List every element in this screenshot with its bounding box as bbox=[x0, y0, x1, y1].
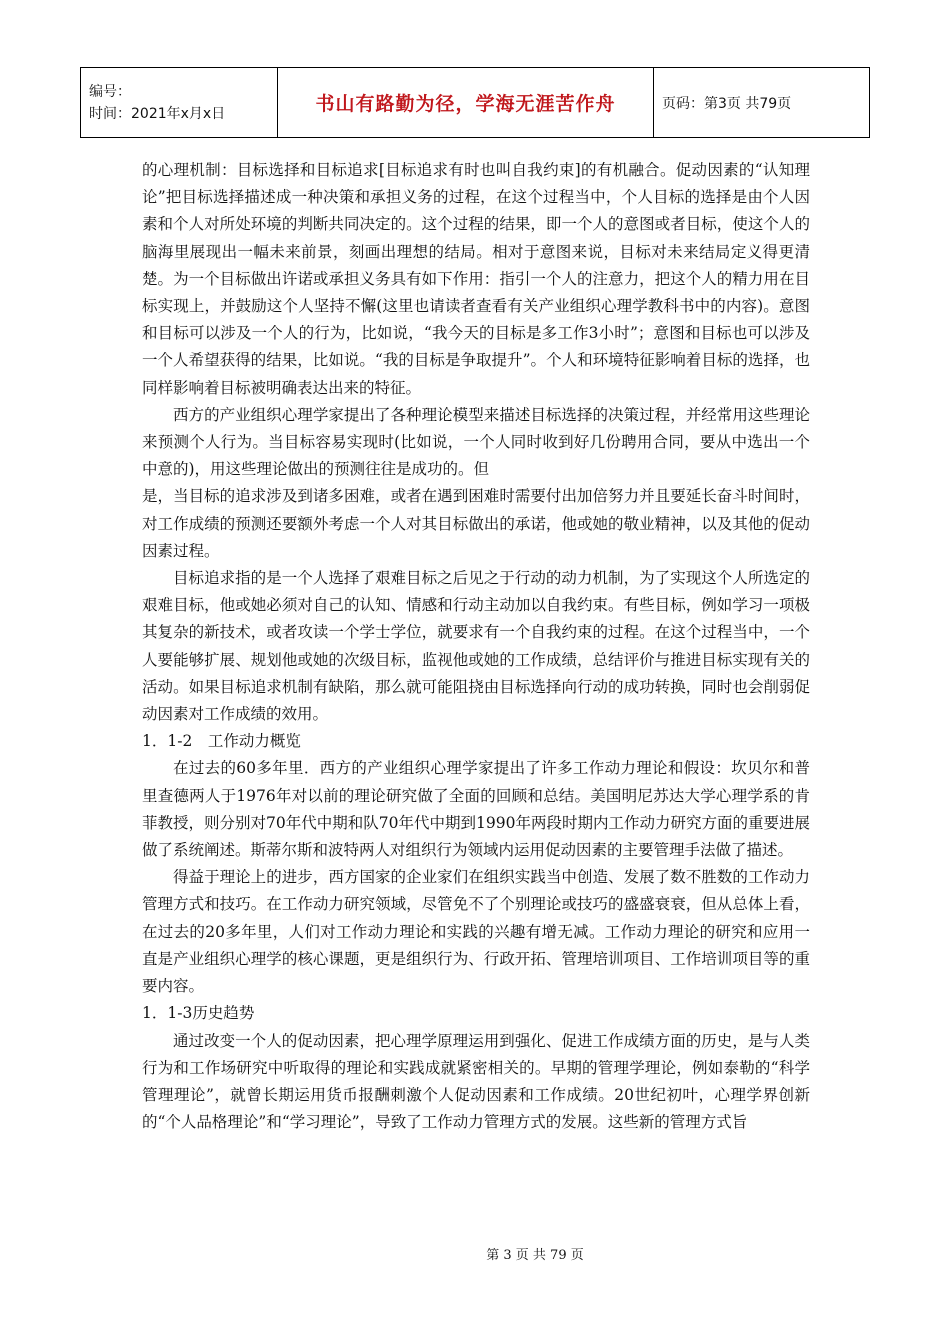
header-info-cell bbox=[81, 68, 278, 138]
paragraph: 通过改变一个人的促动因素，把心理学原理运用到强化、促进工作成绩方面的历史，是与人类行为和工作场研究中听取得的理论和实践成就紧密相关的。早期的管理学理论，例如泰勒的“科学管理理论”，就曾长期运用货币报酬刺激个人促动因素和工作成绩。20世纪初叶，心理学界创新的“个人品格理论”和“学习理论”，导致了工作动力管理方式的发展。这些新的管理方式旨 bbox=[142, 1031, 810, 1132]
header-page-number: 页码：第3页 共79页 bbox=[654, 68, 870, 138]
paragraph: 目标追求指的是一个人选择了艰难目标之后见之于行动的动力机制，为了实现这个人所选定的艰难目标，他或她必须对自己的认知、情感和行动主动加以自我约束。有些目标，例如学习一项极其复杂的新技术，或者攻读一个学士学位，就要求有一个自我约束的过程。在这个过程当中，一个人要能够扩展、规划他或她的次级目标，监视他或她的工作成绩，总结评价与推进目标实现有关的活动。如果目标追求机制有缺陷，那么就可能阻挠由目标选择向行动的成功转换，同时也会削弱促动因素对工作成绩的效用。 bbox=[142, 569, 810, 724]
document-body bbox=[142, 157, 810, 1136]
paragraph: 得益于理论上的进步，西方国家的企业家们在组织实践当中创造、发展了数不胜数的工作动力管理方式和技巧。在工作动力研究领域，尽管免不了个别理论或技巧的盛盛衰衰，但从总体上看，在过去的20多年里，人们对工作动力理论和实践的兴趣有增无减。工作动力理论的研究和应用一直是产业组织心理学的核心课题，更是组织行为、行政开拓、管理培训项目、工作培训项目等的重要内容。 bbox=[142, 868, 810, 996]
header-motto: 书山有路勤为径，学海无涯苦作舟 bbox=[278, 68, 654, 138]
paragraph: 的心理机制：目标选择和目标追求[目标追求有时也叫自我约束]的有机融合。促动因素的“认知理论”把目标选择描述成一种决策和承担义务的过程，在这个过程当中，个人目标的选择是由个人因素和个人对所处环境的判断共同决定的。这个过程的结果，即一个人的意图或者目标，使这个人的脑海里展现出一幅未来前景，刻画出理想的结局。相对于意图来说，目标对未来结局定义得更清楚。为一个目标做出许诺或承担义务具有如下作用：指引一个人的注意力，把这个人的精力用在目标实现上，并鼓励这个人坚持不懈(这里也请读者查看有关产业组织心理学教科书中的内容)。意图和目标可以涉及一个人的行为，比如说，“我今天的目标是多工作3小时”；意图和目标也可以涉及一个人希望获得的结果，比如说。“我的目标是争取提升”。个人和环境特征影响着目标的选择，也同样影响着目标被明确表达出来的特征。 bbox=[142, 161, 810, 397]
document-number: 编号： bbox=[89, 83, 131, 100]
section-heading: 1．1-3历史趋势 bbox=[142, 1004, 255, 1023]
section-heading: 1．1-2 工作动力概览 bbox=[142, 732, 301, 751]
document-header bbox=[80, 67, 870, 138]
page-footer: 第 3 页 共 79 页 bbox=[486, 1248, 584, 1263]
paragraph: 在过去的60多年里．西方的产业组织心理学家提出了许多工作动力理论和假设：坎贝尔和普里查德两人于1976年对以前的理论研究做了全面的回顾和总结。美国明尼苏达大学心理学系的肯菲教授，则分别对70年代中期和队70年代中期到1990年两段时期内工作动力研究方面的重要进展做了系统阐述。斯蒂尔斯和波特两人对组织行为领域内运用促动因素的主要管理手法做了描述。 bbox=[142, 759, 810, 860]
document-date: 时间：2021年x月x日 bbox=[89, 105, 226, 122]
paragraph: 西方的产业组织心理学家提出了各种理论模型来描述目标选择的决策过程，并经常用这些理论来预测个人行为。当目标容易实现时(比如说，一个人同时收到好几份聘用合同，要从中选出一个中意的)，用这些理论做出的预测往往是成功的。但 bbox=[142, 405, 810, 479]
paragraph: 是，当目标的追求涉及到诸多困难，或者在遇到困难时需要付出加倍努力并且要延长奋斗时间时，对工作成绩的预测还要额外考虑一个人对其目标做出的承诺，他或她的敬业精神，以及其他的促动因素过程。 bbox=[142, 487, 810, 560]
